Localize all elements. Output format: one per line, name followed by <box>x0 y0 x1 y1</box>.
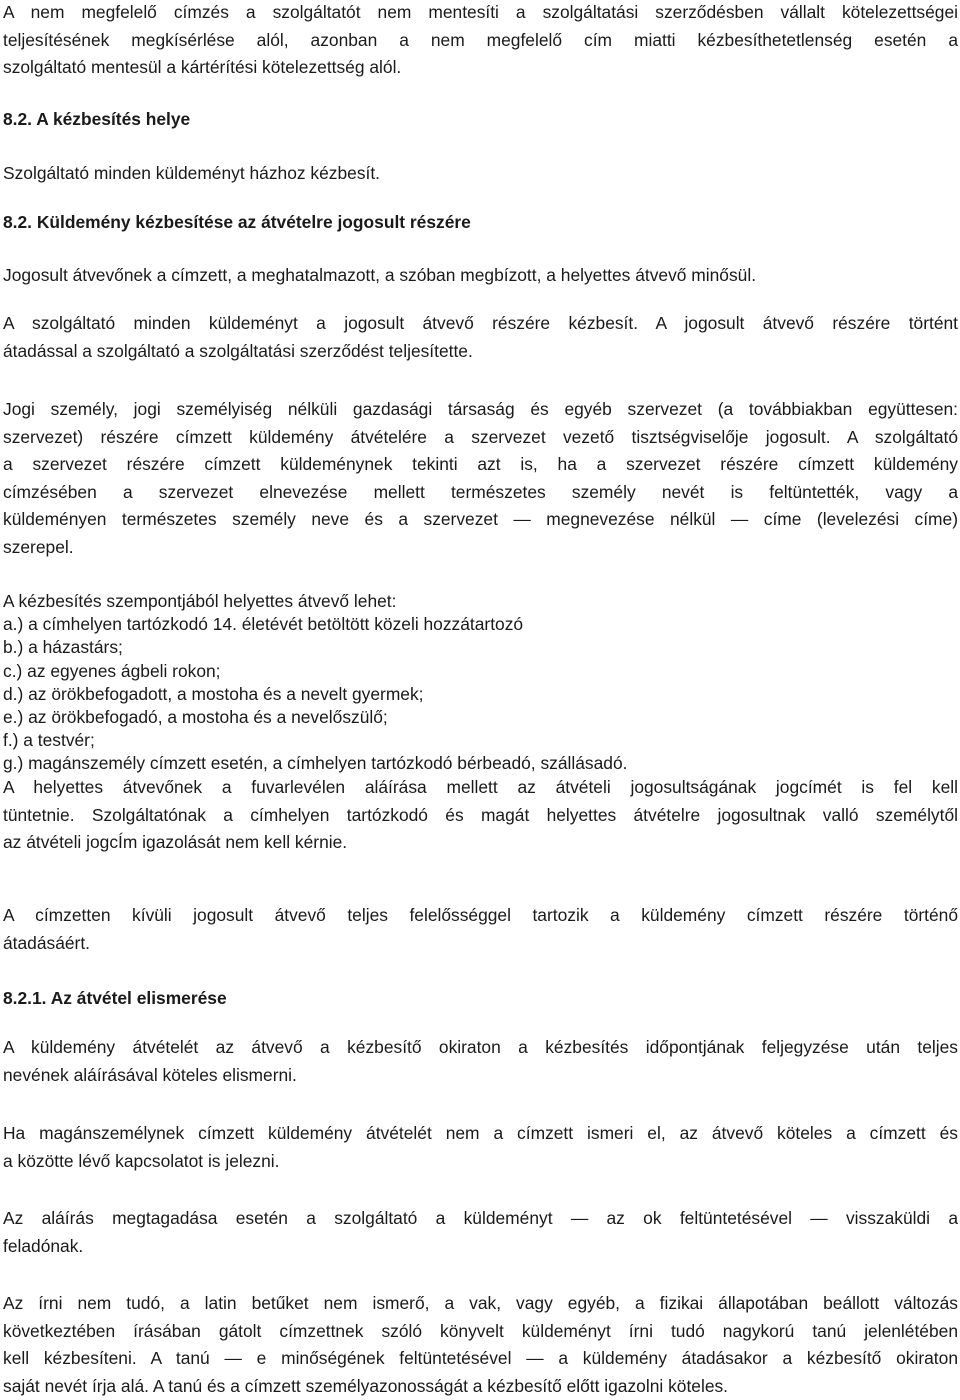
text-line: átadásáért. <box>3 932 91 953</box>
text-line: Jogi személy, jogi személyiség nélküli gazdasági társaság és egyéb szervezet (a továbbiakban együttesen: <box>3 399 958 419</box>
paragraph-addressing <box>3 0 958 82</box>
list-item: b.) a házastárs; <box>3 637 123 658</box>
section-heading-delivery-place: 8.2. A kézbesítés helye <box>3 109 191 129</box>
paragraph-witness-delivery <box>3 1290 958 1400</box>
text-line: kell kézbesíteni. A tanú — e minőségének feltüntetésével — a küldemény átadásakor a kézbesítő okiraton <box>3 1348 958 1369</box>
text-line: szervezet) részére címzett küldemény átvételére a szervezet vezető tisztségviselője jogosult. A szolgáltató <box>3 426 958 447</box>
text-line: küldeményen természetes személy neve és a szervezet — megnevezése nélkül — címe (levelezési címe) <box>3 509 958 530</box>
paragraph-delivery-fulfilment <box>3 310 958 365</box>
text-line: A címzetten kívüli jogosult átvevő teljes felelősséggel tartozik a küldemény címzett részére történő <box>3 905 958 925</box>
text-line: A helyettes átvevőnek a fuvarlevélen aláírása mellett az átvételi jogosultságának jogcímét is fel kell <box>3 777 958 797</box>
section-heading-acknowledgement: 8.2.1. Az átvétel elismerése <box>3 988 227 1008</box>
list-item: a.) a címhelyen tartózkodó 14. életévét betöltött közeli hozzátartozó <box>3 614 524 635</box>
paragraph-signature-refusal <box>3 1205 958 1260</box>
text-line: A küldemény átvételét az átvevő a kézbesítő okiraton a kézbesítés időpontjának feljegyzése után teljes <box>3 1037 958 1057</box>
text-line: A szolgáltató minden küldeményt a jogosult átvevő részére kézbesít. A jogosult átvevő részére történt <box>3 313 958 333</box>
paragraph-authorized-recipient-definition: Jogosult átvevőnek a címzett, a meghatalmazott, a szóban megbízott, a helyettes átvevő minősül. <box>3 265 757 285</box>
text-line: teljesítésének megkísérlése alól, azonban a nem megfelelő cím miatti kézbesíthetetlenség esetén a <box>3 29 958 50</box>
list-item: c.) az egyenes ágbeli rokon; <box>3 660 221 681</box>
text-line: Az aláírás megtagadása esetén a szolgáltató a küldeményt — az ok feltüntetésével — visszaküldi a <box>3 1208 958 1228</box>
text-line: a közötte lévő kapcsolatot is jelezni. <box>3 1150 280 1171</box>
text-line: feladónak. <box>3 1235 84 1256</box>
text-line: nevének aláírásával köteles elismerni. <box>3 1064 297 1085</box>
text-line: átadással a szolgáltató a szolgáltatási szerződést teljesítette. <box>3 340 473 361</box>
paragraph-organization-recipient <box>3 396 958 562</box>
text-line: Az írni nem tudó, a latin betűket nem ismerő, a vak, vagy egyéb, a fizikai állapotában beállott változás <box>3 1293 958 1313</box>
list-intro: A kézbesítés szempontjából helyettes átvevő lehet: <box>3 591 397 611</box>
text-line: tüntetnie. Szolgáltatónak a címhelyen tartózkodó és magát helyettes átvételre jogosultnak valló személytől <box>3 804 958 825</box>
text-line: saját nevét írja alá. A tanú és a címzett személyazonosságát a kézbesítő előtt igazolni köteles. <box>3 1375 729 1396</box>
list-item: e.) az örökbefogadó, a mostoha és a nevelőszülő; <box>3 707 388 728</box>
paragraph-relationship-indication <box>3 1120 958 1175</box>
text-line: szerepel. <box>3 536 74 557</box>
text-line: a szervezet részére címzett küldeménynek tekinti azt is, ha a szervezet részére címzett küldemény <box>3 454 958 475</box>
text-line: címzésében a szervezet elnevezése mellett természetes személy nevét is feltüntették, vagy a <box>3 481 958 502</box>
paragraph-home-delivery: Szolgáltató minden küldeményt házhoz kézbesít. <box>3 163 381 183</box>
text-line: szolgáltató mentesül a kártérítési kötelezettség alól. <box>3 57 402 78</box>
section-heading-authorized-recipient: 8.2. Küldemény kézbesítése az átvételre jogosult részére <box>3 212 471 232</box>
list-item: d.) az örökbefogadott, a mostoha és a nevelt gyermek; <box>3 683 424 704</box>
substitute-recipient-list <box>3 590 958 776</box>
text-line: Ha magánszemélynek címzett küldemény átvételét nem a címzett ismeri el, az átvevő köteles a címzett és <box>3 1123 958 1143</box>
list-item: g.) magánszemély címzett esetén, a címhelyen tartózkodó bérbeadó, szállásadó. <box>3 753 628 774</box>
text-line: következtében írásában gátolt címzettnek szóló könyvelt küldeményt írni tudó nagykorú tanú jelenlétében <box>3 1320 958 1341</box>
text-line: A nem megfelelő címzés a szolgáltatót nem mentesíti a szolgáltatási szerződésben vállalt kötelezettségei <box>3 2 958 22</box>
paragraph-recipient-liability <box>3 902 958 957</box>
paragraph-substitute-signature <box>3 774 958 857</box>
text-line: az átvételi jogcÍm igazolását nem kell kérnie. <box>3 832 348 853</box>
list-item: f.) a testvér; <box>3 730 95 751</box>
paragraph-acknowledgement-signature <box>3 1034 958 1089</box>
